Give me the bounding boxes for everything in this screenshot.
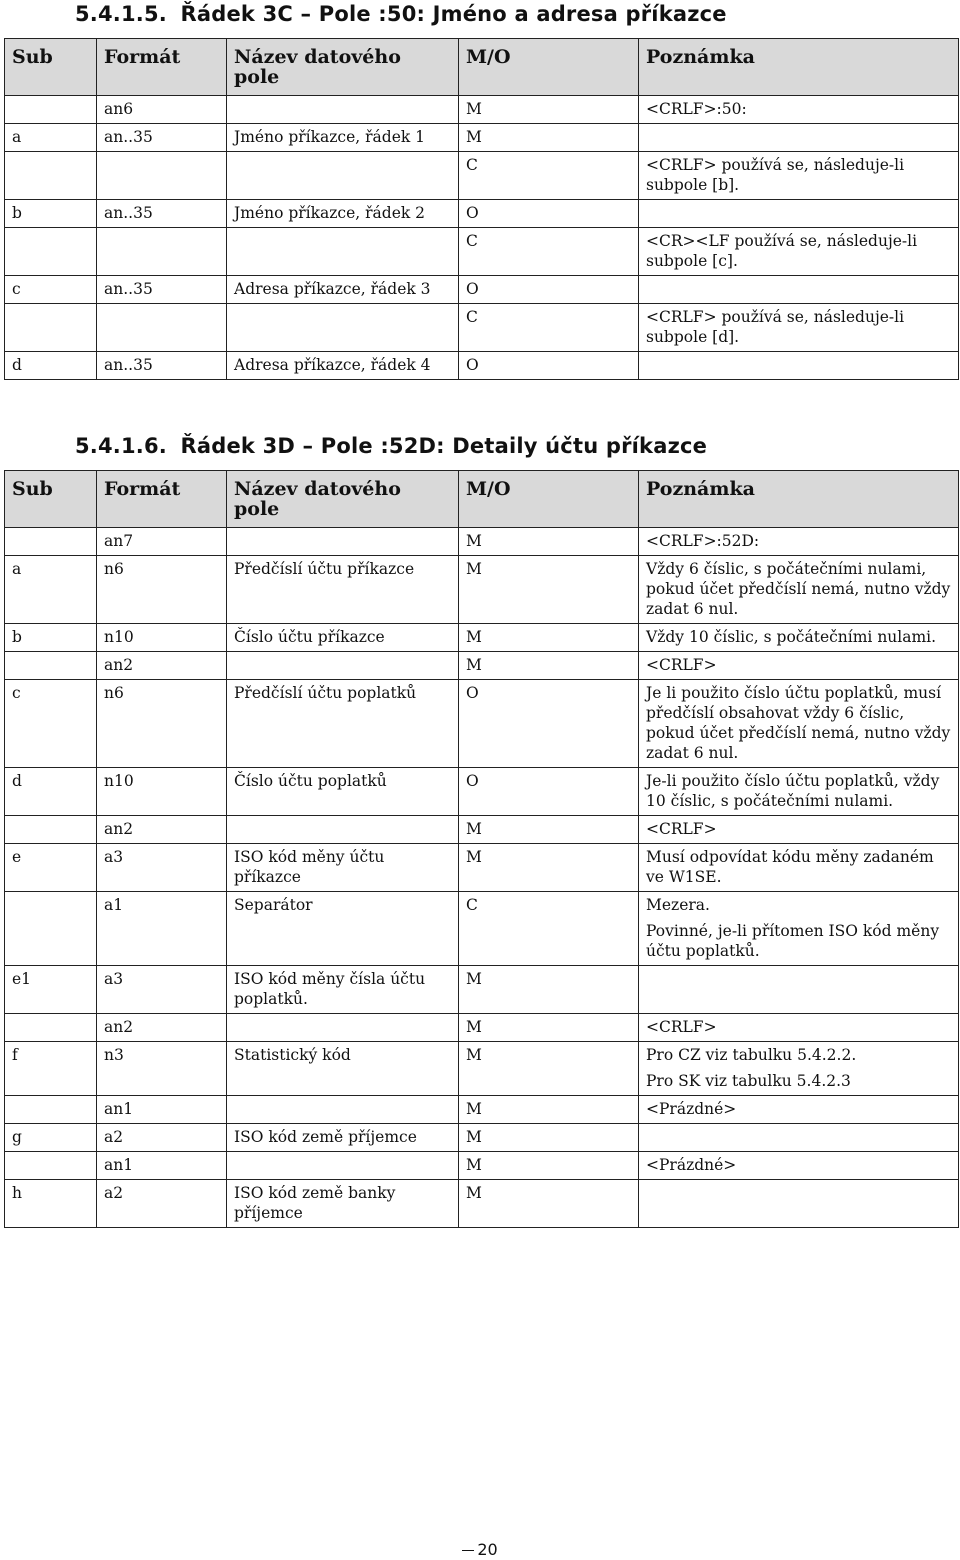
cell-format: an1 [97, 1096, 227, 1124]
cell-format: an7 [97, 528, 227, 556]
section-heading-50 [75, 2, 727, 26]
table-row [5, 556, 959, 624]
cell-format: n10 [97, 768, 227, 816]
cell-name: ISO kód země příjemce [227, 1124, 459, 1152]
cell-sub [5, 1152, 97, 1180]
cell-format: n6 [97, 680, 227, 768]
cell-note [639, 892, 959, 966]
table-row [5, 1124, 959, 1152]
cell-name [227, 1014, 459, 1042]
cell-note: <CRLF> používá se, následuje-li subpole [d]. [639, 304, 959, 352]
table-row [5, 652, 959, 680]
cell-note: <CRLF>:52D: [639, 528, 959, 556]
table-row [5, 680, 959, 768]
cell-sub: a [5, 556, 97, 624]
cell-name: Statistický kód [227, 1042, 459, 1096]
cell-note: <CR><LF používá se, následuje-li subpole [c]. [639, 228, 959, 276]
cell-note: Vždy 6 číslic, s počátečními nulami, pokud účet předčíslí nemá, nutno vždy zadat 6 nul. [639, 556, 959, 624]
cell-note: <CRLF>:50: [639, 96, 959, 124]
table-row [5, 624, 959, 652]
footer-dash [462, 1550, 474, 1552]
cell-mo: M [459, 624, 639, 652]
header-sub: Sub [5, 39, 97, 96]
cell-format: a2 [97, 1124, 227, 1152]
cell-mo: M [459, 1014, 639, 1042]
cell-mo: M [459, 844, 639, 892]
cell-sub: c [5, 276, 97, 304]
cell-note: Musí odpovídat kódu měny zadaném ve W1SE. [639, 844, 959, 892]
cell-sub: e1 [5, 966, 97, 1014]
note-line: Pro CZ viz tabulku 5.4.2.2. [646, 1046, 857, 1064]
cell-note [639, 352, 959, 380]
cell-mo: M [459, 1180, 639, 1228]
table-row [5, 966, 959, 1014]
cell-sub [5, 816, 97, 844]
cell-sub [5, 652, 97, 680]
header-sub: Sub [5, 471, 97, 528]
cell-sub: d [5, 768, 97, 816]
table-row [5, 1096, 959, 1124]
cell-mo: M [459, 966, 639, 1014]
cell-name: Předčíslí účtu poplatků [227, 680, 459, 768]
cell-mo: O [459, 200, 639, 228]
cell-mo: M [459, 556, 639, 624]
header-note: Poznámka [639, 471, 959, 528]
cell-mo: C [459, 892, 639, 966]
cell-note: <CRLF> [639, 816, 959, 844]
cell-name [227, 1096, 459, 1124]
cell-format: an6 [97, 96, 227, 124]
cell-sub [5, 228, 97, 276]
cell-name [227, 528, 459, 556]
cell-mo: M [459, 1152, 639, 1180]
cell-format: a3 [97, 844, 227, 892]
cell-mo: O [459, 680, 639, 768]
cell-format: an..35 [97, 200, 227, 228]
cell-name [227, 652, 459, 680]
cell-note: Vždy 10 číslic, s počátečními nulami. [639, 624, 959, 652]
table-row [5, 528, 959, 556]
cell-note: Je-li použito číslo účtu poplatků, vždy 10 číslic, s počátečními nulami. [639, 768, 959, 816]
cell-name: Adresa příkazce, řádek 4 [227, 352, 459, 380]
table-row [5, 152, 959, 200]
table-row [5, 200, 959, 228]
cell-name: Adresa příkazce, řádek 3 [227, 276, 459, 304]
cell-mo: M [459, 652, 639, 680]
cell-sub [5, 1014, 97, 1042]
section-number: 5.4.1.5. [75, 2, 167, 26]
cell-note: <CRLF> [639, 652, 959, 680]
cell-name: ISO kód měny čísla účtu poplatků. [227, 966, 459, 1014]
cell-mo: C [459, 228, 639, 276]
cell-format: a3 [97, 966, 227, 1014]
cell-note [639, 1042, 959, 1096]
cell-mo: O [459, 768, 639, 816]
table-row [5, 228, 959, 276]
cell-sub [5, 304, 97, 352]
table-row [5, 892, 959, 966]
cell-note: Je li použito číslo účtu poplatků, musí předčíslí obsahovat vždy 6 číslic, pokud účet předčíslí nemá, nutno vždy zadat 6 nul. [639, 680, 959, 768]
page-footer [0, 1540, 960, 1559]
cell-sub [5, 892, 97, 966]
cell-sub [5, 96, 97, 124]
cell-format: a2 [97, 1180, 227, 1228]
cell-sub: b [5, 624, 97, 652]
table-row [5, 96, 959, 124]
cell-note: <Prázdné> [639, 1152, 959, 1180]
cell-sub: b [5, 200, 97, 228]
header-format: Formát [97, 39, 227, 96]
cell-name [227, 152, 459, 200]
cell-name: ISO kód země banky příjemce [227, 1180, 459, 1228]
header-note: Poznámka [639, 39, 959, 96]
section-title: Řádek 3C – Pole :50: Jméno a adresa příkazce [180, 2, 727, 26]
cell-name: Číslo účtu poplatků [227, 768, 459, 816]
cell-mo: M [459, 1096, 639, 1124]
cell-mo: C [459, 152, 639, 200]
cell-note [639, 124, 959, 152]
field-52d-table [4, 470, 959, 1228]
cell-name: Číslo účtu příkazce [227, 624, 459, 652]
cell-sub [5, 528, 97, 556]
table-row [5, 1180, 959, 1228]
header-field-name: Název datového pole [227, 39, 459, 96]
cell-format: an2 [97, 652, 227, 680]
cell-sub: d [5, 352, 97, 380]
table-row [5, 1152, 959, 1180]
cell-mo: C [459, 304, 639, 352]
cell-sub: a [5, 124, 97, 152]
cell-sub: h [5, 1180, 97, 1228]
cell-note: <CRLF> používá se, následuje-li subpole [b]. [639, 152, 959, 200]
cell-format: an..35 [97, 124, 227, 152]
cell-format: an1 [97, 1152, 227, 1180]
cell-mo: O [459, 352, 639, 380]
section-heading-52d [75, 434, 707, 458]
header-field-name: Název datového pole [227, 471, 459, 528]
section-number: 5.4.1.6. [75, 434, 167, 458]
cell-name: Předčíslí účtu příkazce [227, 556, 459, 624]
cell-format: n3 [97, 1042, 227, 1096]
note-line: Pro SK viz tabulku 5.4.2.3 [646, 1072, 851, 1090]
header-mo: M/O [459, 39, 639, 96]
field-50-table [4, 38, 959, 380]
note-line: Mezera. [646, 896, 710, 914]
table-row [5, 816, 959, 844]
table-row [5, 304, 959, 352]
cell-name [227, 304, 459, 352]
cell-mo: M [459, 124, 639, 152]
table-row [5, 1042, 959, 1096]
cell-name [227, 1152, 459, 1180]
table-header-row [5, 471, 959, 528]
cell-note: <Prázdné> [639, 1096, 959, 1124]
table-row [5, 124, 959, 152]
cell-format: an..35 [97, 276, 227, 304]
cell-note [639, 966, 959, 1014]
cell-format [97, 304, 227, 352]
cell-note [639, 276, 959, 304]
section-title: Řádek 3D – Pole :52D: Detaily účtu příkazce [180, 434, 708, 458]
table-row [5, 768, 959, 816]
cell-mo: M [459, 1042, 639, 1096]
header-format: Formát [97, 471, 227, 528]
cell-note [639, 1124, 959, 1152]
cell-format: an2 [97, 1014, 227, 1042]
cell-name: Jméno příkazce, řádek 1 [227, 124, 459, 152]
table-row [5, 276, 959, 304]
cell-mo: M [459, 1124, 639, 1152]
page-number: 20 [477, 1540, 498, 1559]
cell-name: ISO kód měny účtu příkazce [227, 844, 459, 892]
cell-name [227, 228, 459, 276]
table-row [5, 1014, 959, 1042]
cell-format: n6 [97, 556, 227, 624]
cell-mo: M [459, 816, 639, 844]
table-header-row [5, 39, 959, 96]
cell-format [97, 152, 227, 200]
cell-sub [5, 1096, 97, 1124]
note-line: Povinné, je-li přítomen ISO kód měny účtu poplatků. [646, 922, 940, 960]
cell-sub: g [5, 1124, 97, 1152]
cell-sub: c [5, 680, 97, 768]
cell-sub: e [5, 844, 97, 892]
cell-format: a1 [97, 892, 227, 966]
cell-note [639, 200, 959, 228]
cell-mo: M [459, 96, 639, 124]
cell-name: Separátor [227, 892, 459, 966]
cell-name [227, 816, 459, 844]
cell-name: Jméno příkazce, řádek 2 [227, 200, 459, 228]
cell-name [227, 96, 459, 124]
cell-mo: M [459, 528, 639, 556]
cell-sub: f [5, 1042, 97, 1096]
cell-format: an2 [97, 816, 227, 844]
header-mo: M/O [459, 471, 639, 528]
cell-format: an..35 [97, 352, 227, 380]
cell-format [97, 228, 227, 276]
cell-mo: O [459, 276, 639, 304]
cell-format: n10 [97, 624, 227, 652]
cell-note: <CRLF> [639, 1014, 959, 1042]
cell-sub [5, 152, 97, 200]
table-row [5, 352, 959, 380]
cell-note [639, 1180, 959, 1228]
table-row [5, 844, 959, 892]
